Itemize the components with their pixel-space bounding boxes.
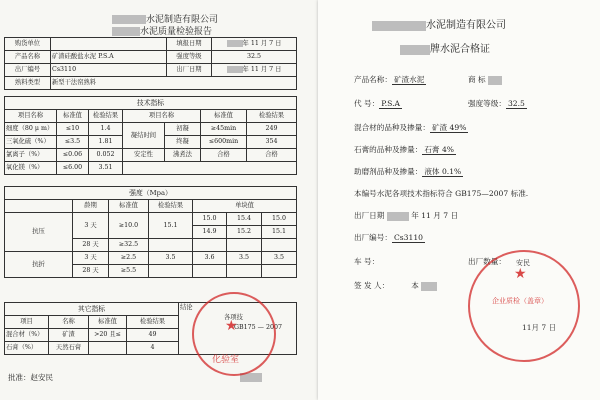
stamp-date-text: 11月 7 日 [522,323,557,332]
other-col-std: 标准值 [89,316,127,329]
report-company-title: 水泥制造有限公司 [112,12,218,25]
redacted-block [400,45,430,55]
serial-value: Cs3110 [51,64,167,77]
cert-product-line: 产品名称： 矿渣水泥 [354,75,425,84]
mix-item: 混合材（%） [5,329,49,342]
strength-header: 强度（Mpa） [5,187,297,200]
cert-serial-line: 出厂编号： Cs3110 [354,233,424,242]
compress-3d-v3: 15.0 [262,213,297,226]
chloride-name: 氯离子（%） [5,149,57,162]
strength-col-single: 单块值 [193,200,297,213]
fill-date-value: 年 11 月 7 日 [212,38,297,51]
tech-header: 技术指标 [5,97,297,110]
final-set-std: ≤600min [201,136,247,149]
conclusion-text: 各项技 [224,314,243,321]
mgo-test: 3.51 [89,162,123,175]
redacted-block [488,76,502,85]
redacted-block [421,282,437,291]
other-header: 其它指标 [5,303,179,316]
cert-standard-line: 本编号水泥各项技术指标符合 GB175—2007 标准. [354,189,529,198]
chloride-std: ≤0.06 [57,149,89,162]
product-label: 产品名称 [5,51,51,64]
mix-name: 矿渣 [49,329,89,342]
cert-title: 牌水泥合格证 [400,40,490,55]
gypsum-std [89,342,127,355]
initial-set-test: 249 [247,123,297,136]
stability-method: 沸煮法 [165,149,201,162]
grade-value: 32.5 [212,51,297,64]
cert-date-line: 出厂日期 年 11 月 7 日 [354,211,459,220]
cert-gypsum-line: 石膏的品种及掺量： 石膏 4% [354,145,454,154]
other-col-name: 名称 [49,316,89,329]
redacted-block [387,212,409,221]
fineness-std: ≤10 [57,123,89,136]
buyer-value [51,38,167,51]
flex-3d-v2: 3.5 [227,252,262,265]
tech-col-item: 项目名称 [5,110,57,123]
compress-3d-std: ≥10.0 [109,213,149,239]
compress-3d-v5: 15.2 [227,226,262,239]
strength-col-std: 标准值 [109,200,149,213]
compress-28d-std: ≥32.5 [109,239,149,252]
fill-date-label: 填报日期 [167,38,212,51]
compress-3d-v6: 15.1 [262,226,297,239]
final-set-name: 终凝 [165,136,201,149]
initial-set-name: 初凝 [165,123,201,136]
mix-test: 49 [127,329,179,342]
gypsum-name: 天然石膏 [49,342,89,355]
so3-test: 1.81 [89,136,123,149]
so3-std: ≤3.5 [57,136,89,149]
stability-std: 合格 [201,149,247,162]
other-col-test: 检验结果 [127,316,179,329]
tech-col-test-2: 检验结果 [247,110,297,123]
flex-28d-v3 [262,265,297,278]
cert-mix-line: 混合材的品种及掺量： 矿渣 49% [354,123,467,132]
flex-3d-v1: 3.6 [193,252,227,265]
setting-time-label: 凝结时间 [123,123,165,149]
flex-28d-std: ≥5.5 [109,265,149,278]
stamp-star-icon: ★ [514,266,527,282]
conclusion-standard: GB175 — 2007 [234,324,283,331]
product-value: 矿渣硅酸盐水泥 P.S.A [51,51,167,64]
final-set-test: 354 [247,136,297,149]
report-subtitle: 水泥质量检验报告 [112,24,212,37]
redacted-block [227,40,243,47]
tech-col-test: 检验结果 [89,110,123,123]
gypsum-item: 石膏（%） [5,342,49,355]
flex-28d-v2 [227,265,262,278]
compress-3d-age: 3 天 [73,213,109,239]
compress-3d-v2: 15.4 [227,213,262,226]
clinker-label: 熟料类型 [5,77,51,90]
stamp-star-icon: ★ [225,318,238,334]
cert-grade-line: 强度等级： 32.5 [468,99,525,108]
date-value: 年 11 月 7 日 [212,64,297,77]
cert-code-line: 代 号： P.S.A [354,99,401,108]
date-label: 出厂日期 [167,64,212,77]
compress-28d-v2 [227,239,262,252]
strength-col-test: 检验结果 [149,200,193,213]
redacted-block [227,66,243,73]
serial-label: 出厂编号 [5,64,51,77]
compress-28d-test [149,239,193,252]
flex-3d-std: ≥2.5 [109,252,149,265]
mix-std: >20 且≤ [89,329,127,342]
other-col-item: 项目 [5,316,49,329]
stamp-signature: 安民 [516,259,530,267]
gypsum-test: 4 [127,342,179,355]
compress-28d-v1 [193,239,227,252]
stability-test: 合格 [247,149,297,162]
approver-line: 批准：赵安民 [8,373,53,382]
cert-issuer-line: 签 发 人： 本 [354,280,437,291]
stamp-dept-text: 企业质检（盖章） [492,297,548,305]
strength-col-age: 龄期 [73,200,109,213]
chloride-test: 0.052 [89,149,123,162]
cert-qty-line: 出厂数量： [468,257,506,266]
flex-3d-age: 3 天 [73,252,109,265]
redacted-block [112,15,146,24]
certificate-page [318,0,600,400]
cert-company-title: 水泥制造有限公司 [372,16,506,31]
initial-set-std: ≥45min [201,123,247,136]
so3-name: 三氧化硫（%） [5,136,57,149]
strength-col-blank [5,200,73,213]
compress-28d-v3 [262,239,297,252]
compress-3d-v1: 15.0 [193,213,227,226]
flex-3d-v3: 3.5 [262,252,297,265]
fineness-test: 1.4 [89,123,123,136]
cert-brand-line: 商 标 [468,74,502,85]
flex-28d-v1 [193,265,227,278]
flex-28d-age: 28 天 [73,265,109,278]
tech-col-std-2: 标准值 [201,110,247,123]
flex-28d-test [149,265,193,278]
redacted-block [112,27,140,36]
flex-3d-test: 3.5 [149,252,193,265]
mgo-name: 氧化镁（%） [5,162,57,175]
tech-col-item-2: 项目名称 [123,110,201,123]
flex-label: 抗折 [5,252,73,278]
stability-label: 安定性 [123,149,165,162]
compress-3d-v4: 14.9 [193,226,227,239]
fineness-name: 细度（80 μ m） [5,123,57,136]
empty-cell [123,162,297,175]
cert-car-line: 车 号： [354,257,380,266]
tech-index-table [4,96,297,175]
compress-label: 抗压 [5,213,73,252]
redacted-block [372,21,426,31]
strength-table [4,186,297,278]
compress-28d-age: 28 天 [73,239,109,252]
clinker-value: 新型干法窑熟料 [51,77,297,90]
conclusion-label: 结论 [180,304,193,311]
compress-3d-test: 15.1 [149,213,193,239]
tech-col-std: 标准值 [57,110,89,123]
mgo-std: ≤6.00 [57,162,89,175]
cert-aid-line: 助磨剂品种及掺量： 液体 0.1% [354,167,462,176]
grade-label: 强度等级 [167,51,212,64]
buyer-label: 购货单位 [5,38,51,51]
lab-stamp-text: 化验室 [212,355,240,365]
report-info-table [4,37,297,90]
